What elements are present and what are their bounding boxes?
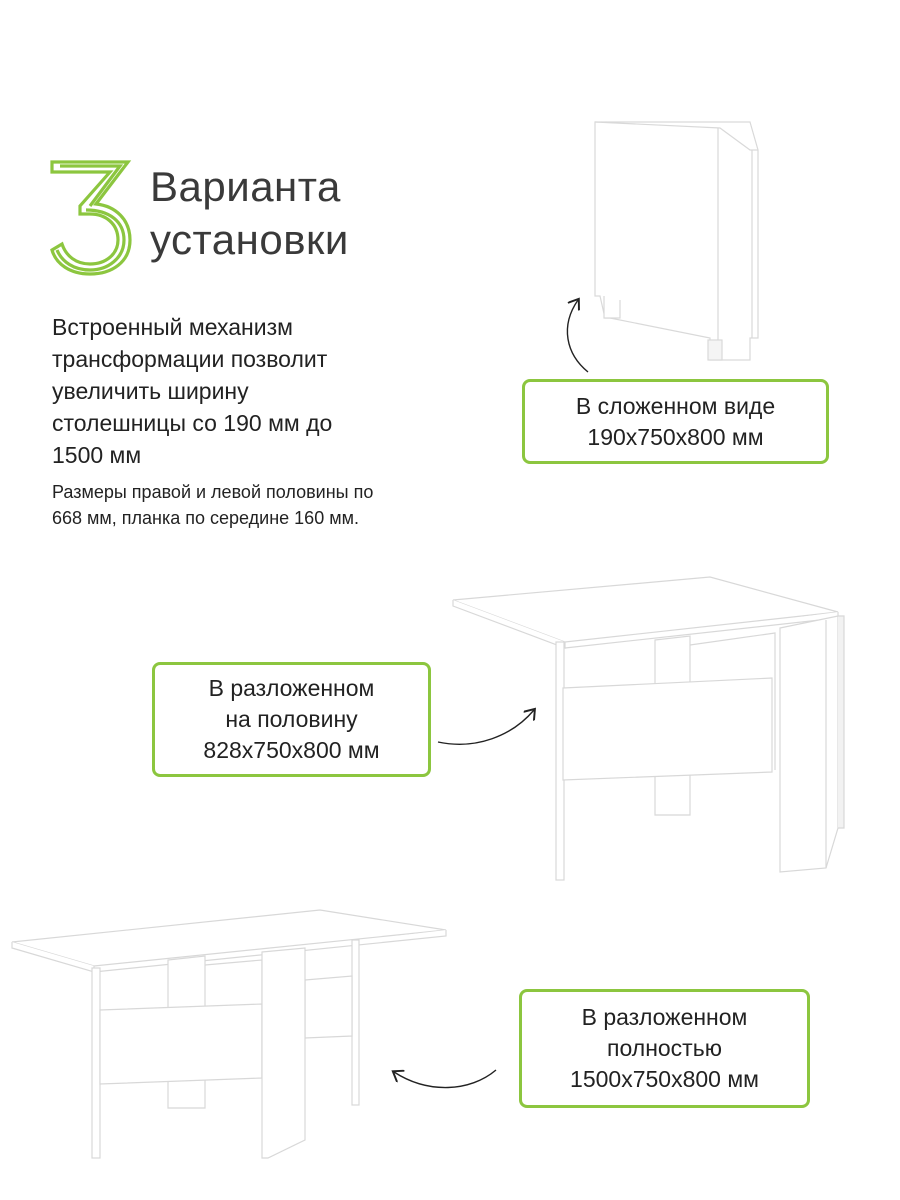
description-line: увеличить ширину (52, 378, 249, 404)
callout-half-open (152, 662, 431, 777)
description-line: столешницы со 190 мм до (52, 410, 333, 436)
callout-full-line-2: полностью (607, 1035, 722, 1061)
callout-folded-dimensions: 190х750х800 мм (587, 423, 764, 450)
note-line: 668 мм, планка по середине 160 мм. (52, 508, 359, 528)
callout-full-open (519, 989, 810, 1108)
folded-table-image (595, 122, 758, 360)
callout-half-line-1: В разложенном (208, 675, 375, 701)
callout-half-dimensions: 828х750х800 мм (203, 737, 380, 763)
curved-arrow-icon (394, 1070, 496, 1088)
title-line-2: установки (150, 216, 349, 263)
half-open-table-image (453, 577, 844, 880)
callout-full-dimensions: 1500х750х800 мм (570, 1066, 759, 1092)
description-line: Встроенный механизм (52, 314, 293, 340)
note-line: Размеры правой и левой половины по (52, 482, 374, 502)
callout-half-line-2: на половину (225, 706, 358, 732)
callout-folded-line-1: В сложенном виде (575, 392, 776, 419)
curved-arrow-icon (567, 300, 588, 372)
curved-arrow-icon (438, 710, 534, 744)
full-open-table-image (12, 910, 446, 1158)
description-line: трансформации позволит (52, 346, 328, 372)
callout-folded (522, 379, 829, 464)
callout-full-line-1: В разложенном (581, 1004, 748, 1030)
description-line: 1500 мм (52, 442, 142, 468)
title-line-1: Варианта (150, 163, 341, 210)
